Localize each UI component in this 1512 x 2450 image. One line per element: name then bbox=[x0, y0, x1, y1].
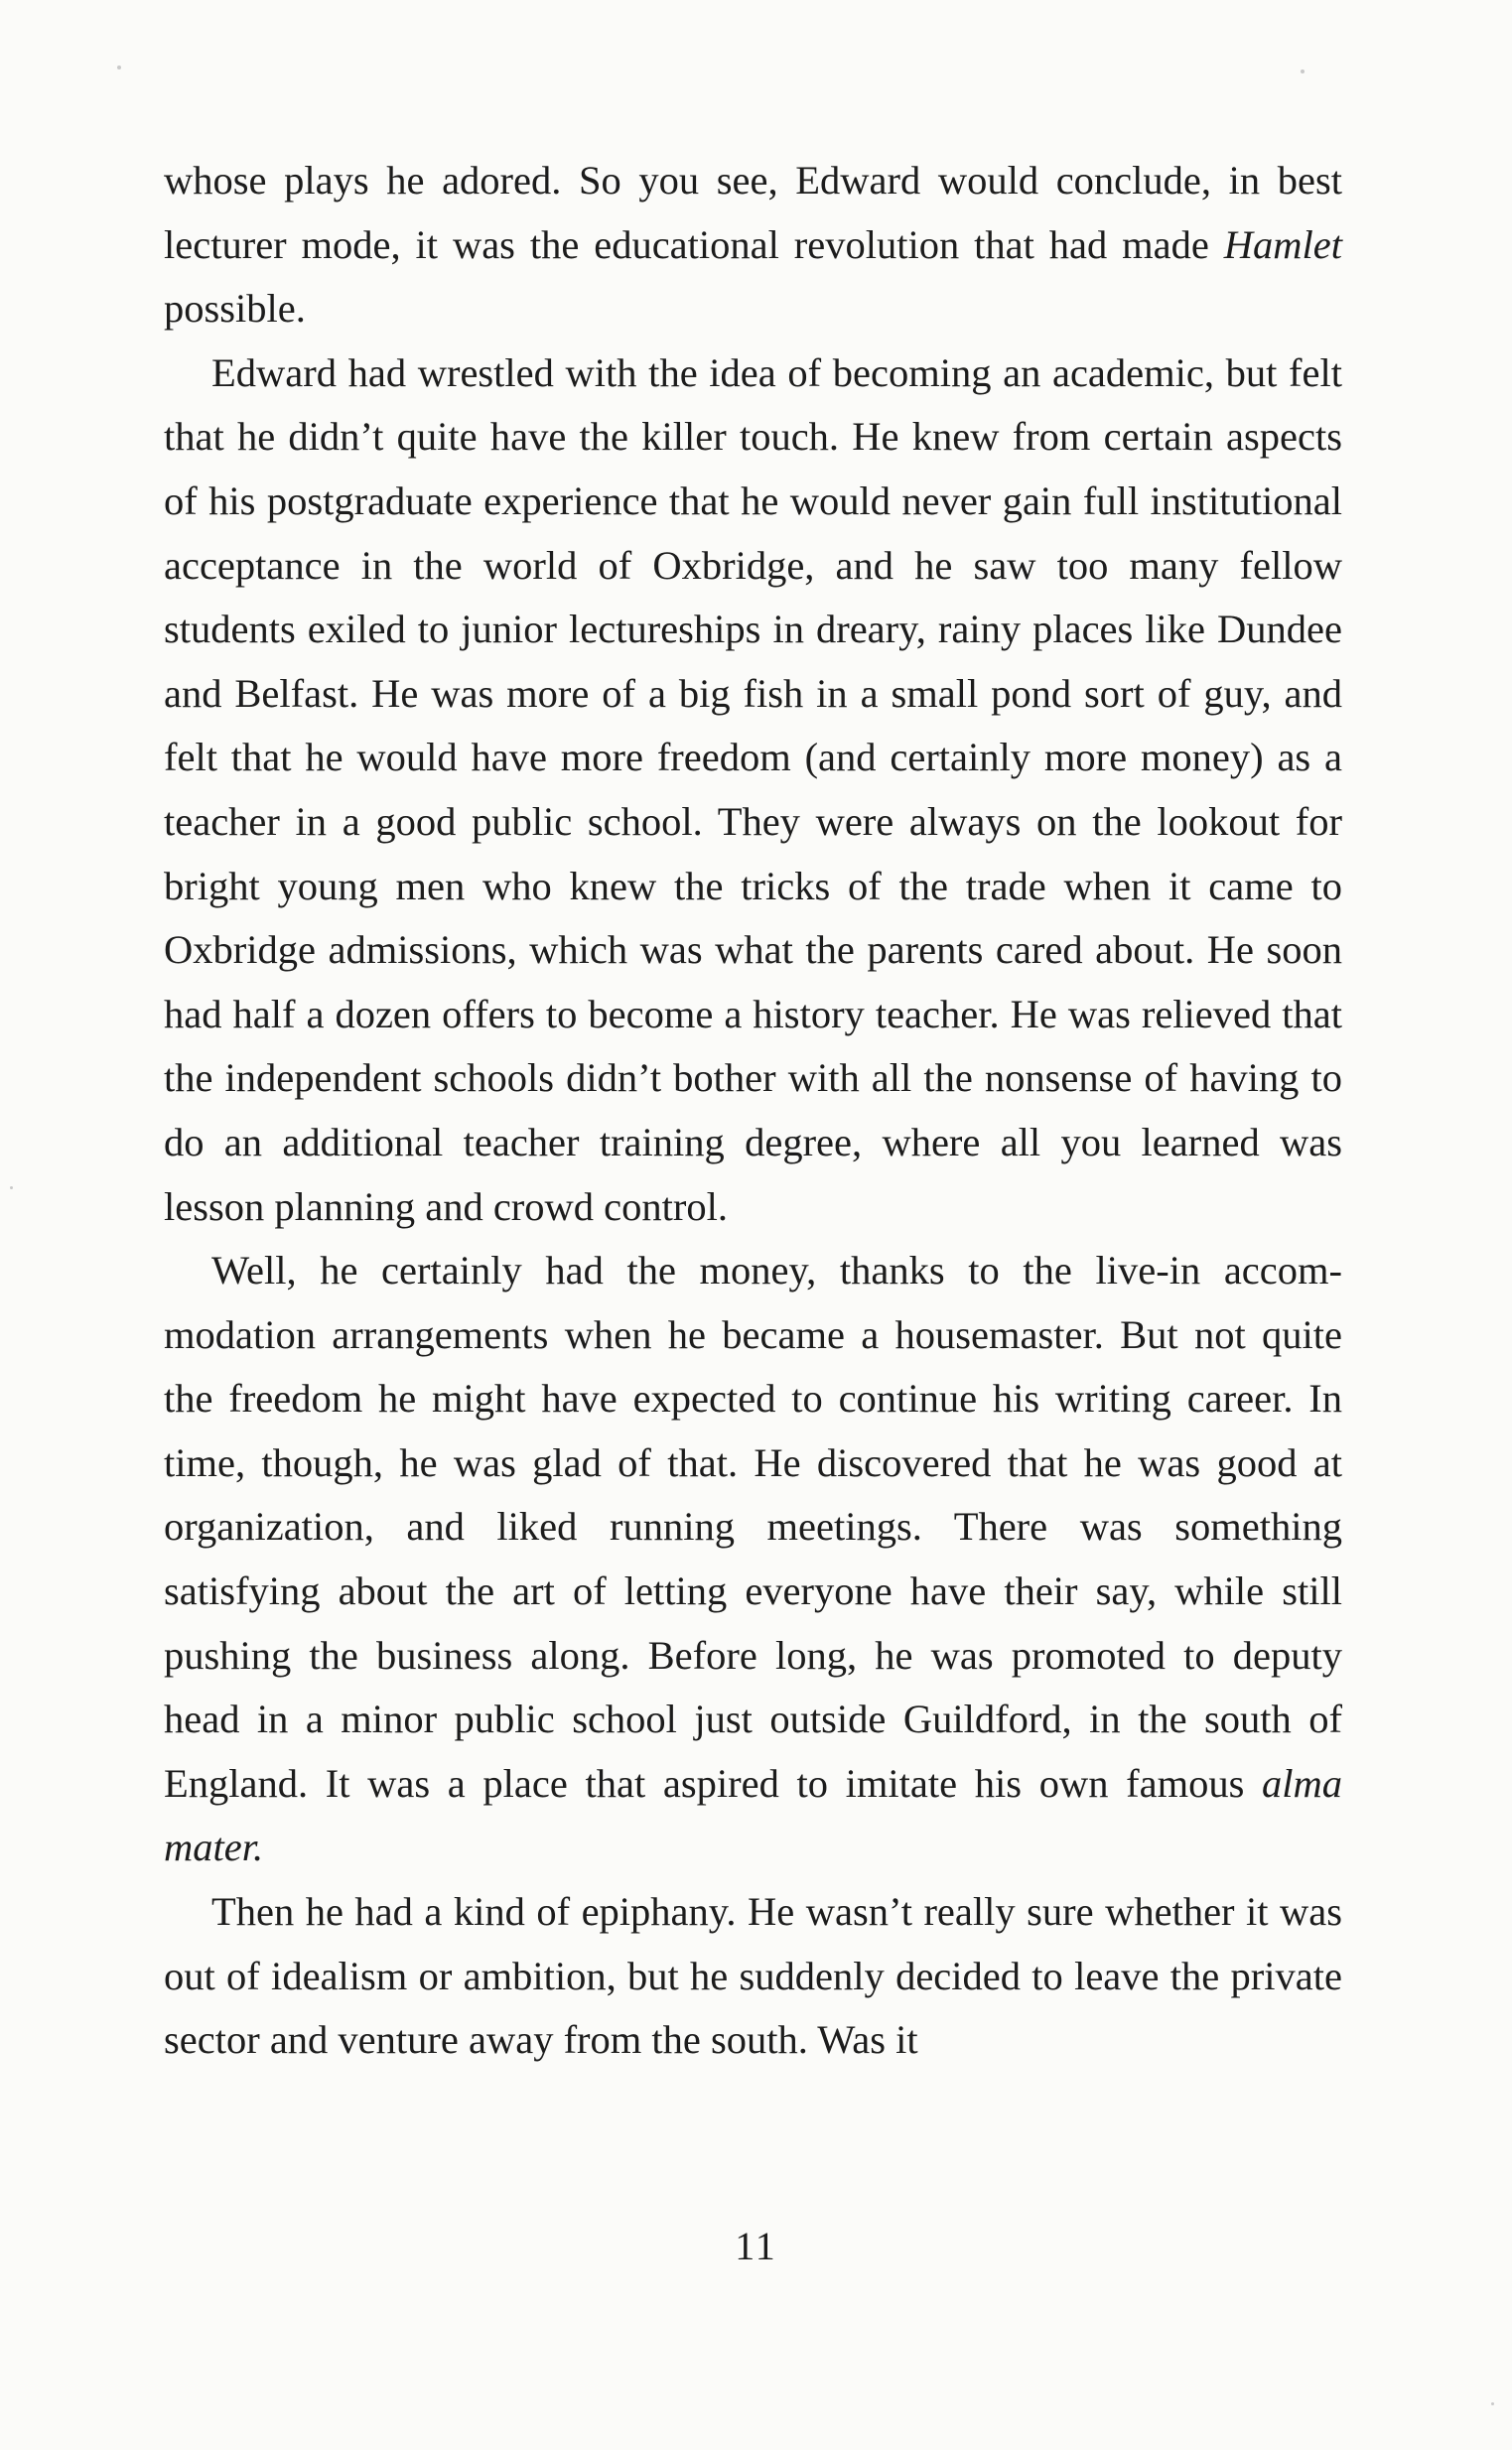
paper-speck bbox=[1491, 2402, 1494, 2405]
text-segment: Edward had wrestled with the idea of becoming an academic, but felt that he didn’t quite have the killer touch. He knew from certain aspects of his postgraduate experience that he would never gain full institutional acceptance in the world of Oxbridge, and he saw too many fellow students exiled to junior lectureships in dreary, rainy places like Dundee and Belfast. He was more of a big fish in a small pond sort of guy, and felt that he would have more freedom (and certainly more money) as a teacher in a good public school. They were always on the lookout for bright young men who knew the tricks of the trade when it came to Oxbridge admissions, which was what the parents cared about. He soon had half a dozen offers to become a history teacher. He was relieved that the independent schools didn’t bother with all the nonsense of having to do an additional teacher training degree, where all you learned was lesson planning and crowd control. bbox=[164, 349, 1342, 1229]
italic-title: Hamlet bbox=[1223, 221, 1342, 267]
paragraph bbox=[164, 1880, 1342, 2073]
text-segment: whose plays he adored. So you see, Edward would conclude, in best lecturer mode, it was the educational revolution that had made bbox=[164, 158, 1342, 267]
paper-speck bbox=[10, 1186, 13, 1189]
paper-speck bbox=[1301, 69, 1305, 73]
italic-phrase: alma mater. bbox=[164, 1760, 1342, 1870]
text-segment: Well, he certainly had the money, thanks to the live-in accommodation arrangements when he became a housemaster. But not quite the freedom he might have expected to continue his writing career. In time, though, he was glad of that. He discovered that he was good at organization, and liked running meetings. There was something satisfying about the art of letting everyone have their say, while still pushing the business along. Before long, he was promoted to deputy head in a minor public school just outside Guildford, in the south of England. It was a place that aspired to imitate his own famous bbox=[164, 1248, 1342, 1806]
paragraph bbox=[164, 149, 1342, 341]
paragraph bbox=[164, 1239, 1342, 1880]
page-number: 11 bbox=[735, 2224, 777, 2268]
paper-speck bbox=[117, 66, 121, 69]
text-segment: possible. bbox=[164, 286, 306, 332]
text-segment: Then he had a kind of epiphany. He wasn’t really sure whether it was out of idealism or ambition, but he suddenly decided to leave the private sector and venture away from the south. Was it bbox=[164, 1889, 1342, 2063]
paragraph bbox=[164, 341, 1342, 1239]
body-text bbox=[164, 149, 1342, 2073]
